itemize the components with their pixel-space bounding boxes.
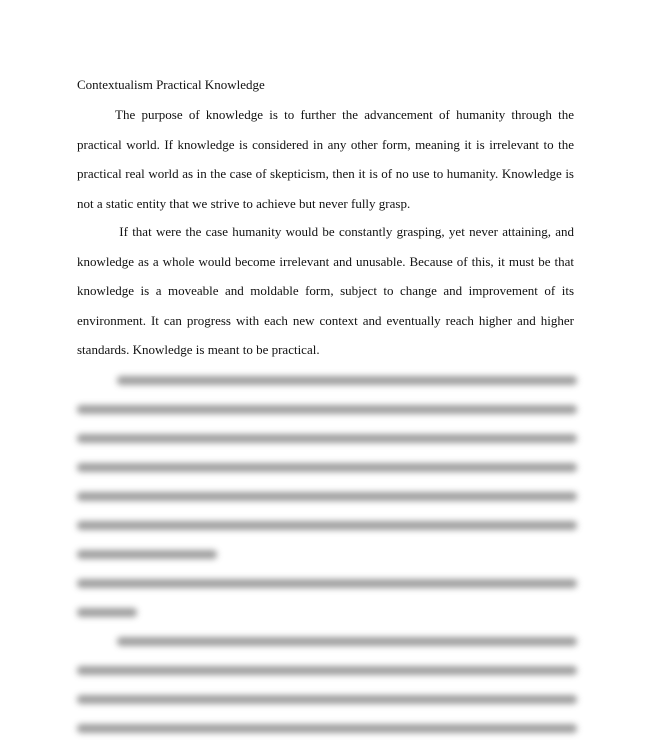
blurred-text-line [77, 608, 137, 617]
blurred-text-line [77, 434, 577, 443]
paragraph-2-text: If that were the case humanity would be constantly grasping, yet never attaining, and knowledge as a whole would become irrelevant and unusable. Because of this, it must be that knowledge is a moveable and moldable form, subject to change and improvement of its environment. It can progress with each new context and eventually reach higher and higher standards. Knowledge is meant to be practical. [77, 224, 574, 357]
blurred-text-line [77, 666, 577, 675]
blurred-text-line [77, 405, 577, 414]
blurred-text-line [77, 463, 577, 472]
paragraph-1 [77, 100, 574, 218]
blurred-text-line [77, 724, 577, 733]
paragraph-1-text: The purpose of knowledge is to further the advancement of humanity through the practical world. If knowledge is considered in any other form, meaning it is irrelevant to the practical real world as in the case of skepticism, then it is of no use to humanity. Knowledge is not a static entity that we strive to achieve but never fully grasp. [77, 107, 574, 211]
paragraph-2 [77, 217, 574, 365]
blurred-text-line [117, 376, 577, 385]
blurred-text-line [117, 637, 577, 646]
blurred-text-line [77, 550, 217, 559]
blurred-text-line [77, 695, 577, 704]
blurred-text-line [77, 579, 577, 588]
document-title: Contextualism Practical Knowledge [77, 77, 265, 92]
blurred-preview-region [0, 352, 650, 750]
blurred-text-line [77, 521, 577, 530]
blurred-text-line [77, 492, 577, 501]
